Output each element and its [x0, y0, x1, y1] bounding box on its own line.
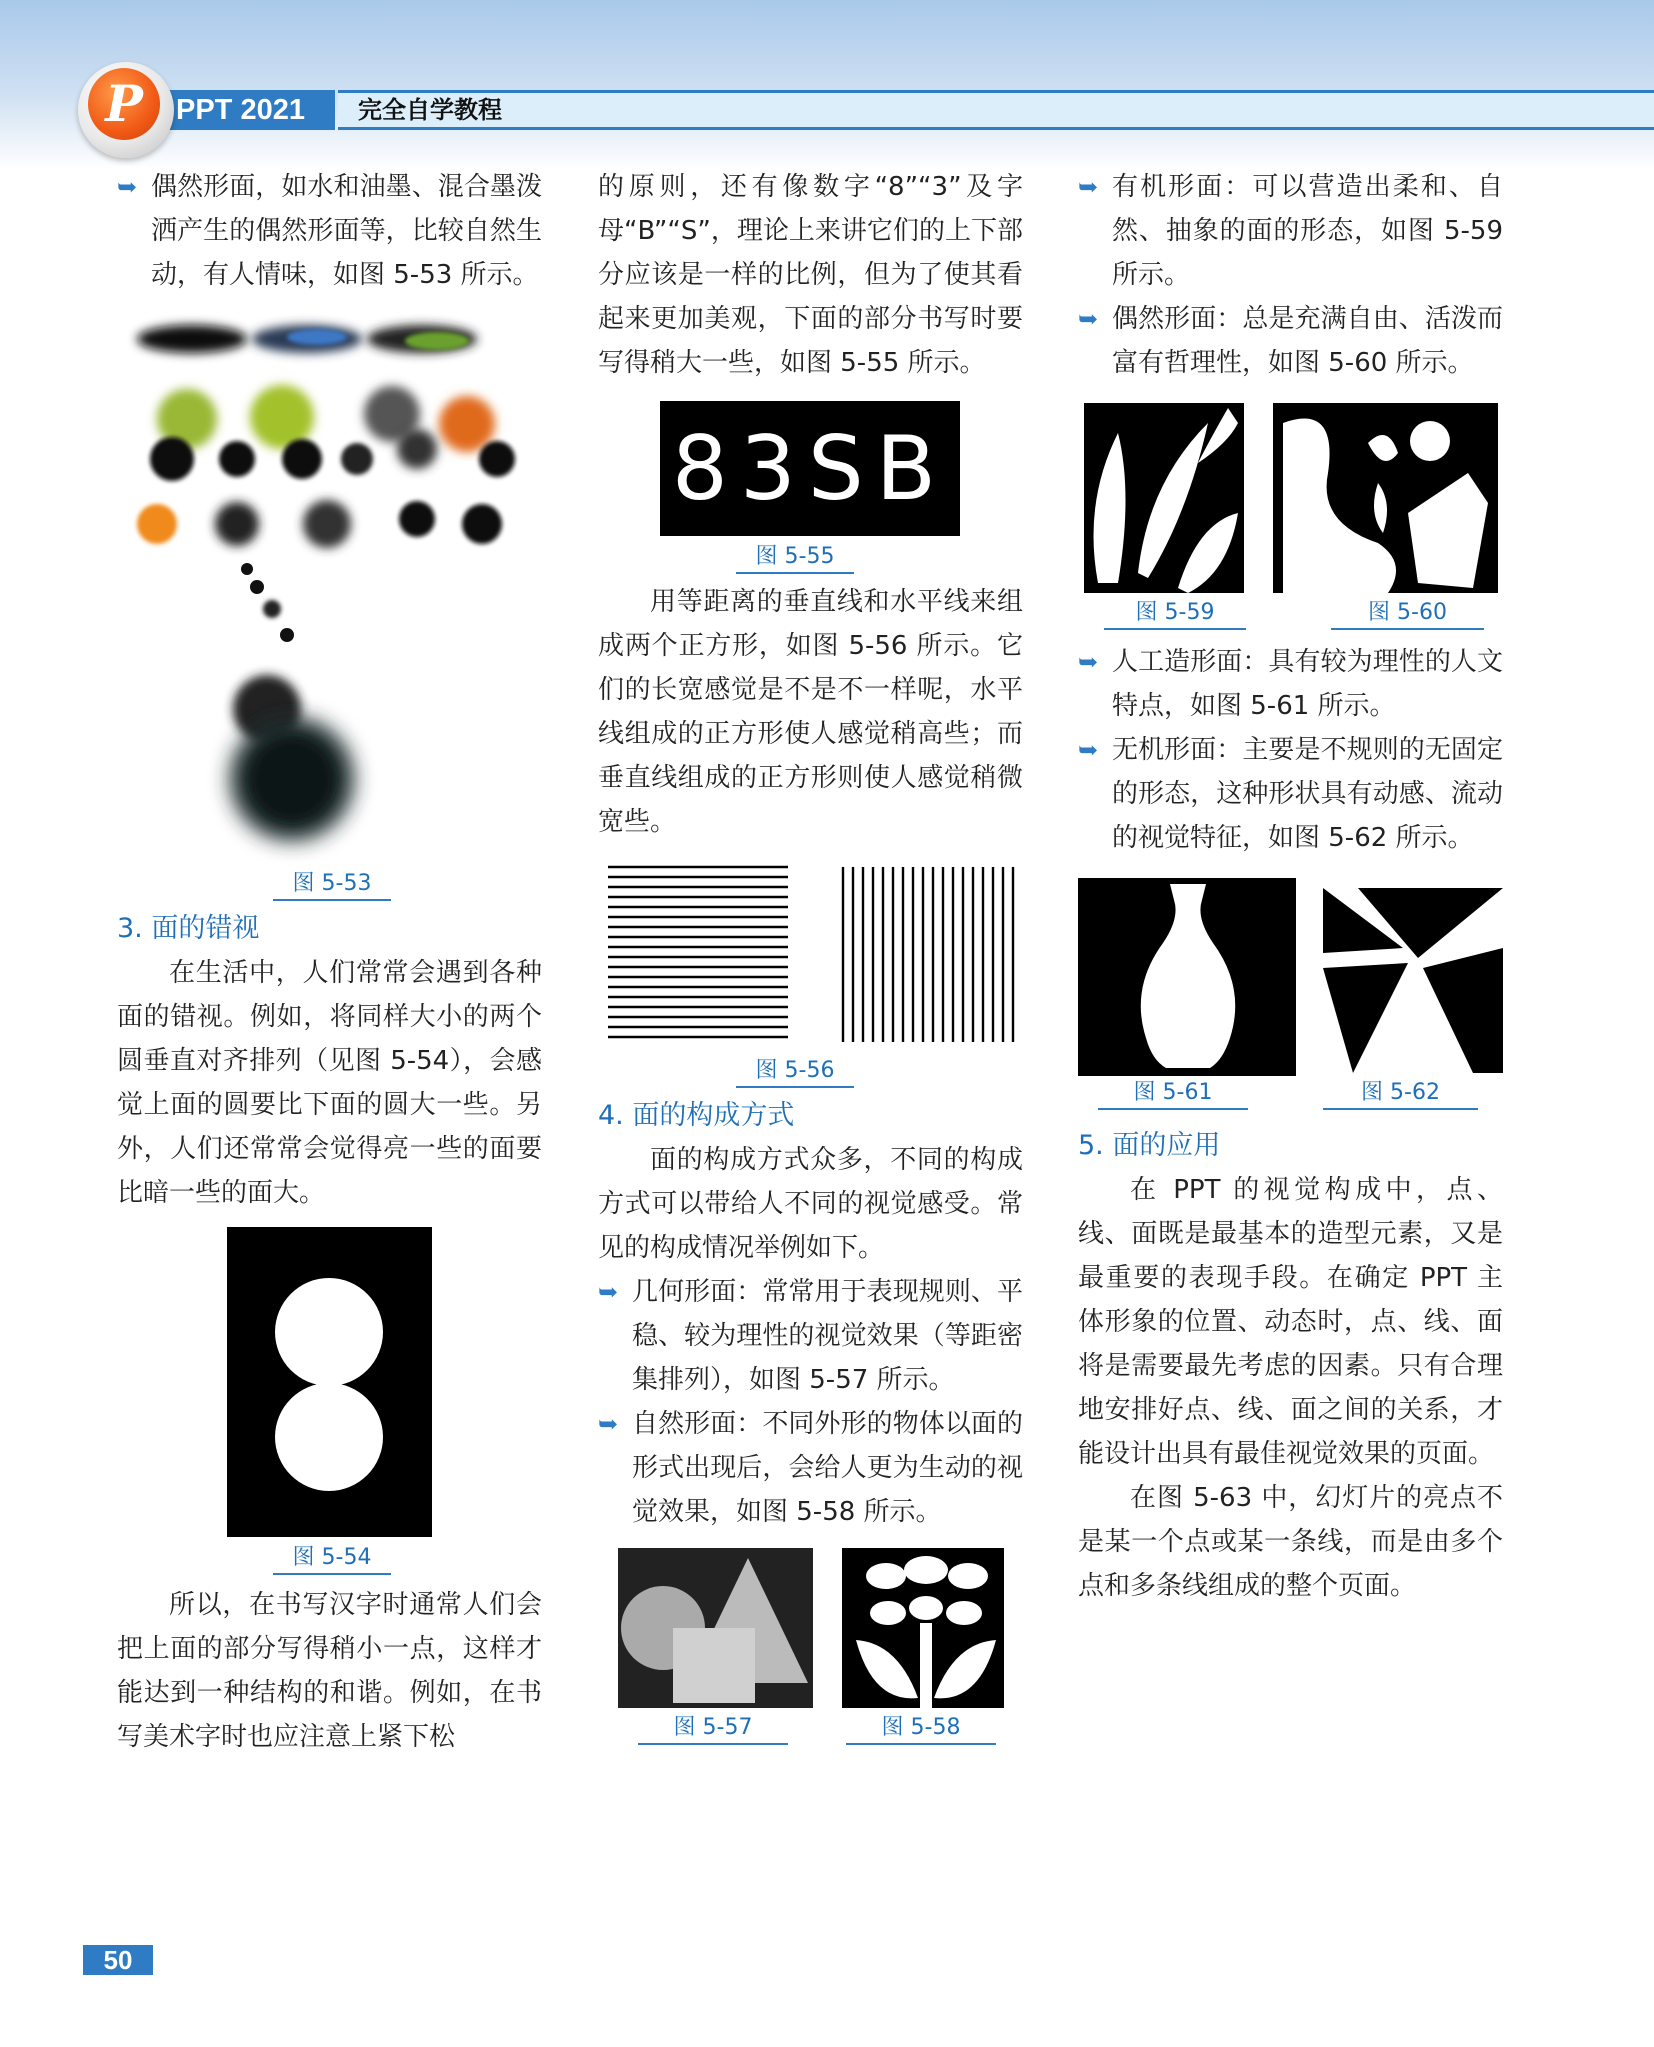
section-4-title: 4. 面的构成方式 — [598, 1100, 795, 1131]
arrow-bullet-icon: ➥ — [598, 1278, 619, 1306]
caption-fig-5-54: 图 5-54 — [273, 1543, 391, 1575]
bullet-accidental-shapes-2: ➥ 偶然形面：总是充满自由、活泼而富有哲理性，如图 5-60 所示。 — [1078, 297, 1503, 385]
organic-and-accidental-illustrations — [1078, 403, 1503, 598]
book-logo — [78, 62, 174, 158]
bullet-natural-shapes: ➥ 自然形面：不同外形的物体以面的形式出现后，会给人更为生动的视觉效果，如图 5-58 所示。 — [598, 1402, 1023, 1534]
ink-splash-illustration — [117, 309, 542, 869]
figures-5-61-5-62 — [1078, 878, 1503, 1078]
figure-5-54 — [227, 1227, 432, 1537]
logo-letter: P — [88, 68, 160, 140]
bullet-organic-shapes: ➥ 有机形面：可以营造出柔和、自然、抽象的面的形态，如图 5-59 所示。 — [1078, 165, 1503, 297]
caption-fig-5-58: 图 5-58 — [846, 1713, 996, 1745]
arrow-bullet-icon: ➥ — [1078, 305, 1099, 333]
two-circles-illustration — [227, 1227, 432, 1537]
para-fig-5-63: 在图 5-63 中，幻灯片的亮点不是某一个点或某一条线，而是由多个点和多条线组成的整个页面。 — [1078, 1483, 1503, 1601]
para-illusion: 在生活中，人们常常会遇到各种面的错视。例如，将同样大小的两个圆垂直对齐排列（见图 5-54），会感觉上面的圆要比下面的圆大一些。另外，人们还常常会觉得亮一些的面要比暗一些的面大。 — [117, 958, 542, 1208]
geometric-and-natural-illustrations — [598, 1548, 1023, 1713]
vase-and-abstract-illustrations — [1078, 878, 1503, 1078]
book-title: PPT 2021 — [176, 94, 305, 126]
para-line-squares: 用等距离的垂直线和水平线来组成两个正方形，如图 5-56 所示。它们的长宽感觉是不是不一样呢，水平线组成的正方形使人感觉稍高些；而垂直线组成的正方形则使人感觉稍微宽些。 — [598, 587, 1023, 837]
organic-shapes-figure — [1084, 403, 1244, 593]
line-squares-illustration — [598, 862, 1023, 1052]
caption-fig-5-53: 图 5-53 — [273, 869, 391, 901]
arrow-bullet-icon: ➥ — [1078, 648, 1099, 676]
bullet-geometric-shapes: ➥ 几何形面：常常用于表现规则、平稳、较为理性的视觉效果（等距密集排列），如图 5-57 所示。 — [598, 1270, 1023, 1402]
para-chinese-writing: 所以，在书写汉字时通常人们会把上面的部分写得稍小一点，这样才能达到一种结构的和谐。例如，在书写美术字时也应注意上紧下松 — [117, 1590, 542, 1752]
arrow-bullet-icon: ➥ — [1078, 736, 1099, 764]
arrow-bullet-icon: ➥ — [598, 1410, 619, 1438]
abstract-shapes-figure — [1323, 888, 1503, 1073]
caption-fig-5-62: 图 5-62 — [1323, 1078, 1478, 1110]
column-1 — [117, 165, 542, 1759]
figures-5-59-5-60 — [1078, 403, 1503, 598]
arrow-bullet-icon: ➥ — [1078, 173, 1099, 201]
section-3-title: 3. 面的错视 — [117, 913, 260, 944]
caption-fig-5-61: 图 5-61 — [1098, 1078, 1248, 1110]
para-application: 在 PPT 的视觉构成中，点、线、面既是最基本的造型元素，又是最重要的表现手段。在确定 PPT 主体形象的位置、动态时，点、线、面将是需要最先考虑的因素。只有合理地安排好点、线、面之间的关系，才能设计出具有最佳视觉效果的页面。 — [1078, 1175, 1503, 1469]
caption-fig-5-55: 图 5-55 — [736, 542, 854, 574]
arrow-bullet-icon: ➥ — [117, 173, 138, 201]
header-subtitle-bar — [338, 90, 1654, 130]
figures-5-57-5-58 — [598, 1548, 1023, 1713]
page-number: 50 — [83, 1945, 153, 1975]
geometric-shapes-figure — [618, 1548, 813, 1708]
figure-5-53 — [117, 309, 542, 869]
horizontal-lines-square — [608, 867, 788, 1037]
bullet-artificial-shapes: ➥ 人工造形面：具有较为理性的人文特点，如图 5-61 所示。 — [1078, 640, 1503, 728]
caption-fig-5-56: 图 5-56 — [736, 1056, 854, 1088]
book-subtitle: 完全自学教程 — [358, 96, 502, 124]
captions-row-5-59-5-60 — [1078, 598, 1503, 636]
natural-shapes-figure — [842, 1548, 1004, 1708]
figure-83sb-text: 83SB — [671, 417, 949, 520]
para-principle: 的原则，还有像数字“8”“3”及字母“B”“S”，理论上来讲它们的上下部分应该是一样的比例，但为了使其看起来更加美观，下面的部分书写时要写得稍大一些，如图 5-55 所示。 — [598, 172, 1023, 378]
bullet-accidental-shapes: ➥ 偶然形面，如水和油墨、混合墨泼洒产生的偶然形面等，比较自然生动，有人情味，如图 5-53 所示。 — [117, 165, 542, 297]
vertical-lines-square — [843, 867, 1013, 1042]
captions-row-5-57-5-58 — [598, 1713, 1023, 1749]
figure-5-56 — [598, 862, 1023, 1052]
caption-fig-5-57: 图 5-57 — [638, 1713, 788, 1745]
caption-fig-5-59: 图 5-59 — [1104, 598, 1246, 630]
para-composition: 面的构成方式众多，不同的构成方式可以带给人不同的视觉感受。常见的构成情况举例如下。 — [598, 1145, 1023, 1263]
section-5-title: 5. 面的应用 — [1078, 1130, 1221, 1161]
page-header-background — [0, 0, 1654, 170]
accidental-shapes-figure — [1273, 403, 1498, 593]
column-2 — [598, 165, 1023, 1749]
caption-fig-5-60: 图 5-60 — [1331, 598, 1484, 630]
column-3 — [1078, 165, 1503, 1608]
bullet-inorganic-shapes: ➥ 无机形面：主要是不规则的无固定的形态，这种形状具有动感、流动的视觉特征，如图 5-62 所示。 — [1078, 728, 1503, 860]
vase-figure — [1078, 878, 1296, 1076]
captions-row-5-61-5-62 — [1078, 1078, 1503, 1118]
figure-5-55 — [660, 401, 960, 536]
